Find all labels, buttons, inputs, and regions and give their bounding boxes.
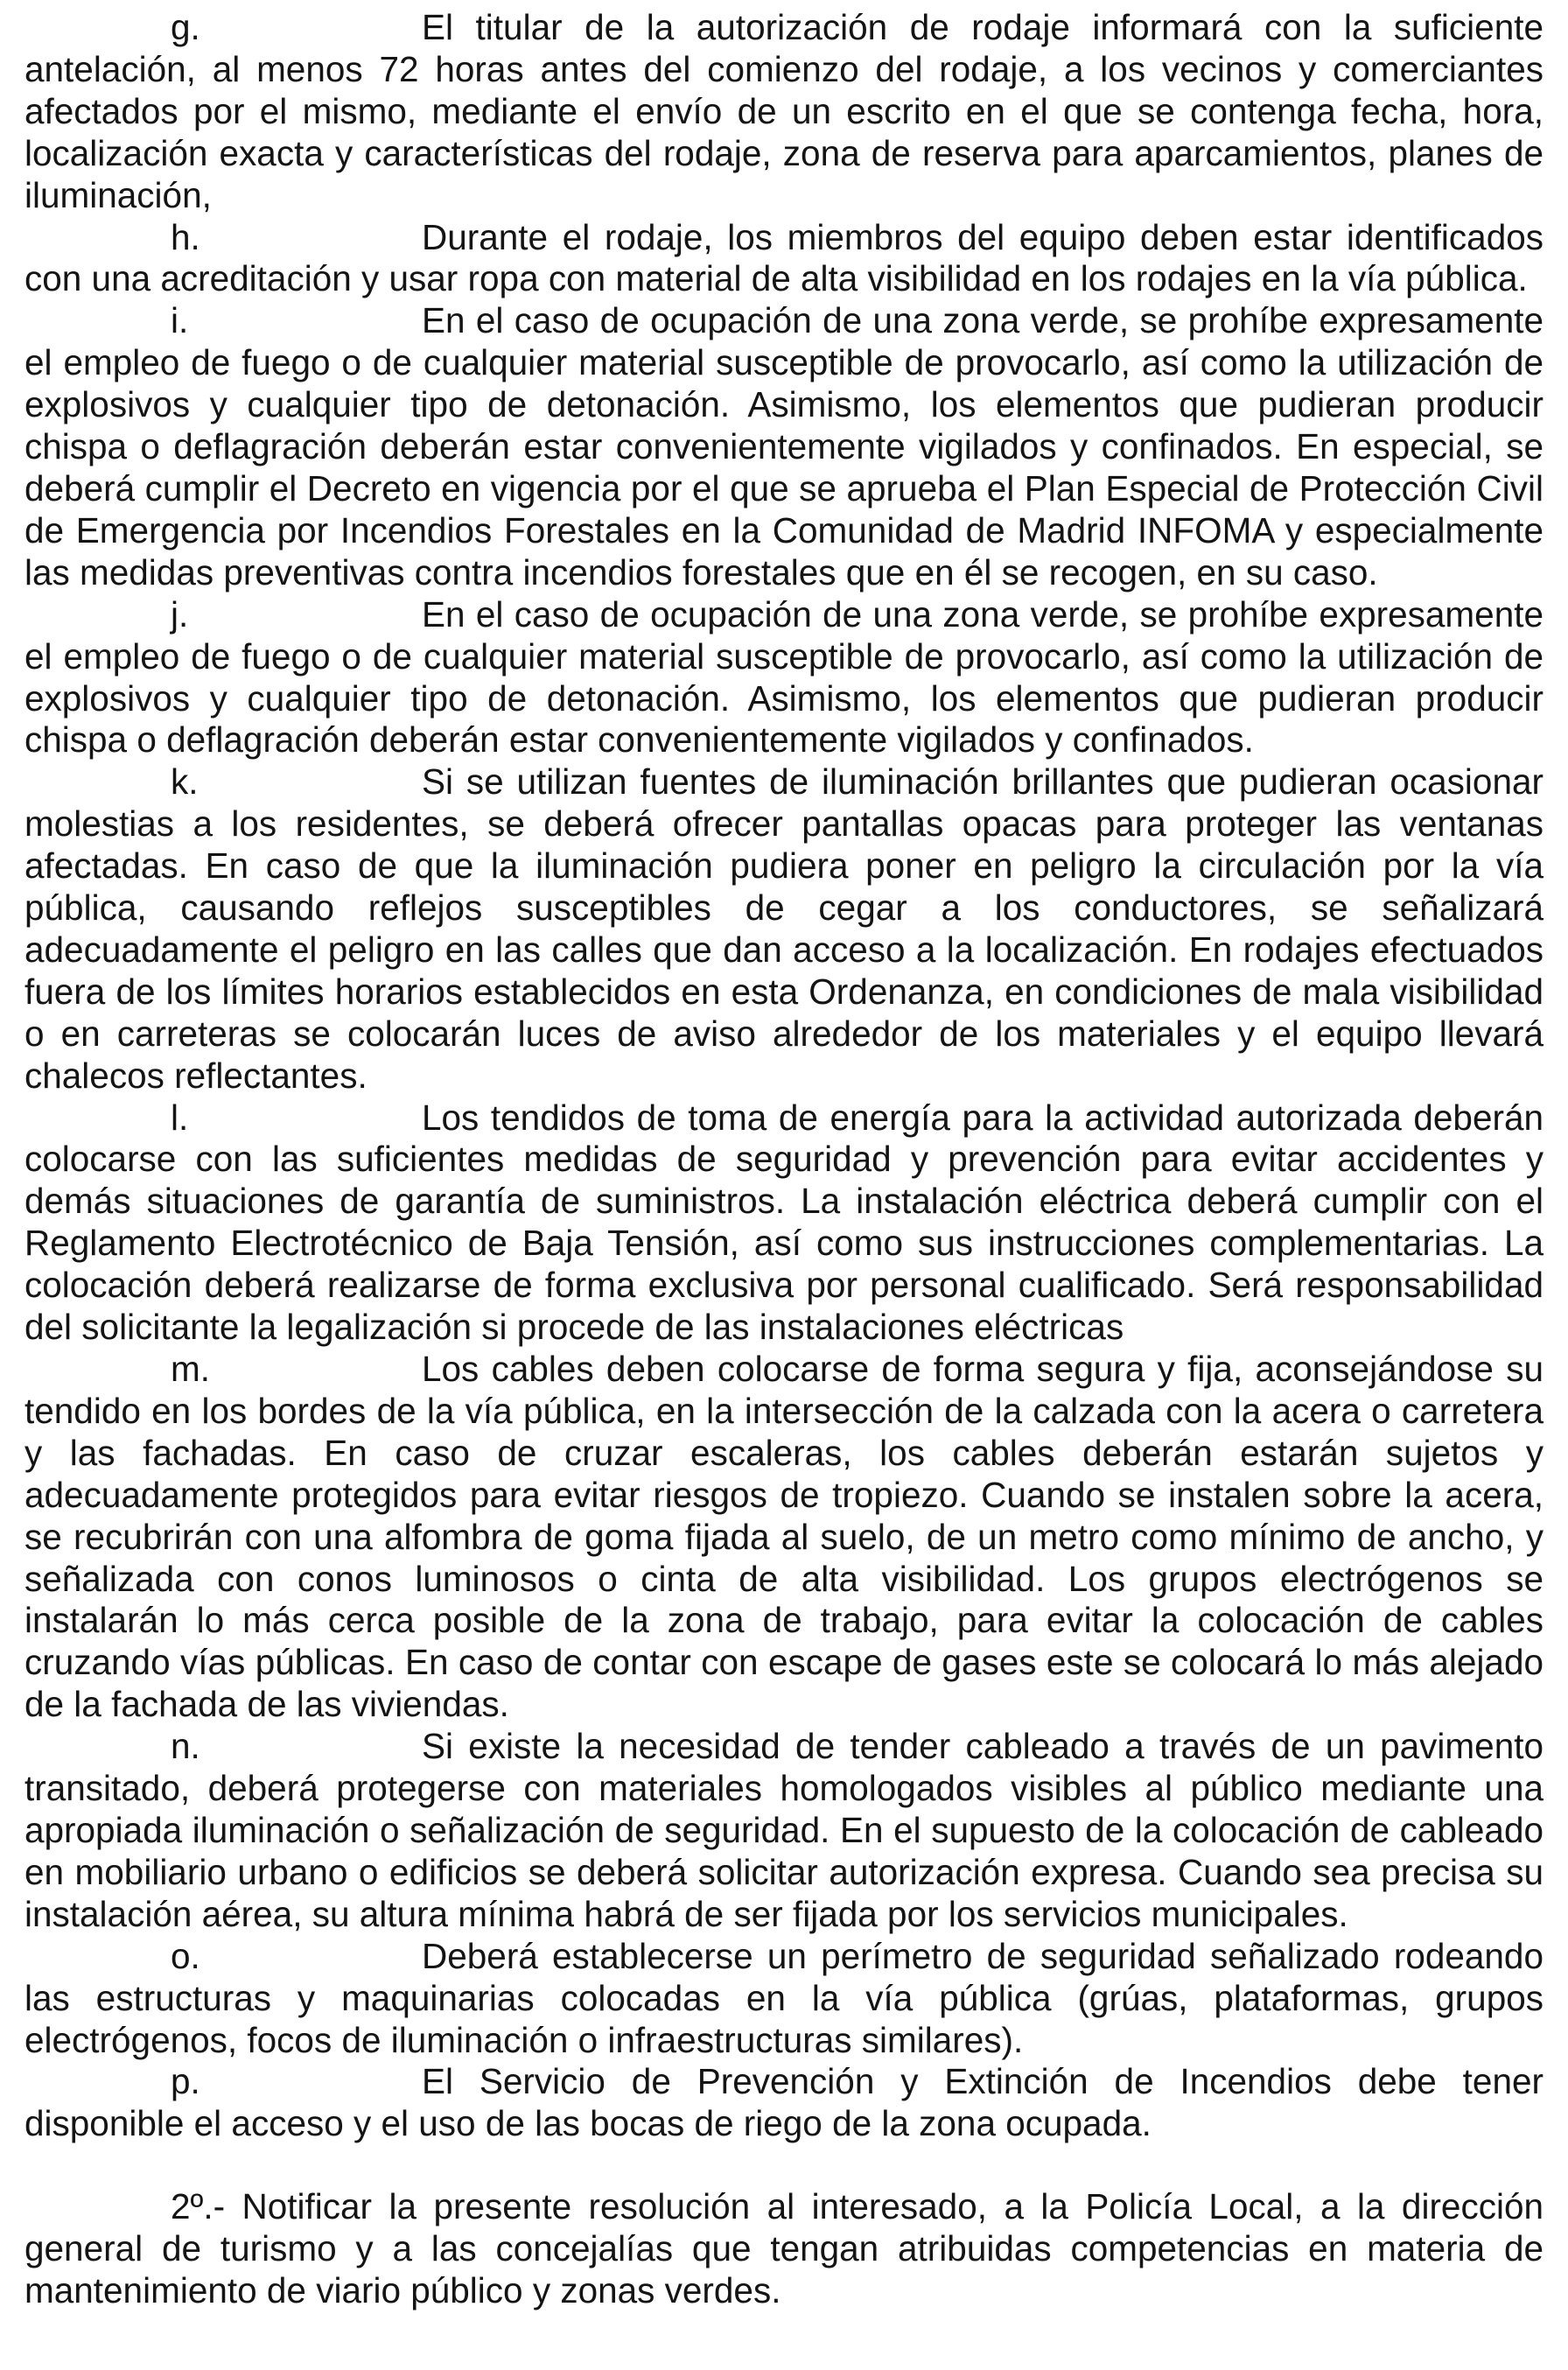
clause-text: En el caso de ocupación de una zona verde, se prohíbe expresamente el empleo de fuego o de cualquier material susceptible de provocarlo, así como la utilización de explosivos y cualquier tipo de detonación. Asimismo, los elementos que pudieran producir chispa o deflagración deberán estar convenientemente vigilados y confinados. En especial, se deberá cumplir el Decreto en vigencia por el que se aprueba el Plan Especial de Protección Civil de Emergencia por Incendios Forestales en la Comunidad de Madrid INFOMA y especialmente las medidas preventivas contra incendios forestales que en él se recogen, en su caso. [24, 300, 1544, 592]
clause-marker: g. [171, 7, 200, 47]
clause-marker: n. [171, 1726, 200, 1767]
clause-marker: j. [171, 593, 189, 635]
closing-resolution-paragraph: 2º.- Notificar la presente resolución al interesado, a la Policía Local, a la dirección general de turismo y a las concejalías que tengan atribuidas competencias en materia de mantenimiento de viario público y zonas verdes. [24, 2186, 1544, 2311]
clause-g [24, 7, 1544, 217]
clause-m [24, 1349, 1544, 1726]
clause-p [24, 2061, 1544, 2145]
clause-j [24, 594, 1544, 762]
clause-text: Durante el rodaje, los miembros del equipo deben estar identificados con una acreditación y usar ropa con material de alta visibilidad en los rodajes en la vía pública. [24, 216, 1544, 299]
clause-text: El Servicio de Prevención y Extinción de Incendios debe tener disponible el acceso y el uso de las bocas de riego de la zona ocupada. [24, 2061, 1544, 2144]
document-page [24, 7, 1544, 2312]
clause-l [24, 1097, 1544, 1349]
clause-marker: m. [171, 1349, 210, 1389]
clause-marker: i. [171, 300, 189, 341]
clause-text: Si se utilizan fuentes de iluminación brillantes que pudieran ocasionar molestias a los residentes, se deberá ofrecer pantallas opacas para proteger las ventanas afectadas. En caso de que la iluminación pudiera poner en peligro la circulación por la vía pública, causando reflejos susceptibles de cegar a los conductores, se señalizará adecuadamente el peligro en las calles que dan acceso a la localización. En rodajes efectuados fuera de los límites horarios establecidos en esta Ordenanza, en condiciones de mala visibilidad o en carreteras se colocarán luces de aviso alrededor de los materiales y el equipo llevará chalecos reflectantes. [24, 761, 1544, 1096]
clause-text: El titular de la autorización de rodaje informará con la suficiente antelación, al menos 72 horas antes del comienzo del rodaje, a los vecinos y comerciantes afectados por el mismo, mediante el envío de un escrito en el que se contenga fecha, hora, localización exacta y características del rodaje, zona de reserva para aparcamientos, planes de iluminación, [24, 7, 1544, 215]
clause-marker: h. [171, 216, 200, 257]
clause-k [24, 761, 1544, 1097]
clause-text: Si existe la necesidad de tender cableado a través de un pavimento transitado, deberá protegerse con materiales homologados visibles al público mediante una apropiada iluminación o señalización de seguridad. En el supuesto de la colocación de cableado en mobiliario urbano o edificios se deberá solicitar autorización expresa. Cuando sea precisa su instalación aérea, su altura mínima habrá de ser fijada por los servicios municipales. [24, 1726, 1544, 1934]
clause-text: Los tendidos de toma de energía para la actividad autorizada deberán colocarse con las suficientes medidas de seguridad y prevención para evitar accidentes y demás situaciones de garantía de suministros. La instalación eléctrica deberá cumplir con el Reglamento Electrotécnico de Baja Tensión, así como sus instrucciones complementarias. La colocación deberá realizarse de forma exclusiva por personal cualificado. Será responsabilidad del solicitante la legalización si procede de las instalaciones eléctricas [24, 1097, 1544, 1348]
clause-n [24, 1726, 1544, 1936]
clause-o [24, 1936, 1544, 2062]
clause-marker: l. [171, 1097, 189, 1138]
clause-text: Los cables deben colocarse de forma segura y fija, aconsejándose su tendido en los bordes de la vía pública, en la intersección de la calzada con la acera o carretera y las fachadas. En caso de cruzar escaleras, los cables deberán estarán sujetos y adecuadamente protegidos para evitar riesgos de tropiezo. Cuando se instalen sobre la acera, se recubrirán con una alfombra de goma fijada al suelo, de un metro como mínimo de ancho, y señalizada con conos luminosos o cinta de alta visibilidad. Los grupos electrógenos se instalarán lo más cerca posible de la zona de trabajo, para evitar la colocación de cables cruzando vías públicas. En caso de contar con escape de gases este se colocará lo más alejado de la fachada de las viviendas. [24, 1349, 1544, 1725]
clause-marker: p. [171, 2061, 200, 2102]
clause-i [24, 300, 1544, 593]
clause-marker: k. [171, 761, 199, 803]
clause-text: En el caso de ocupación de una zona verde, se prohíbe expresamente el empleo de fuego o de cualquier material susceptible de provocarlo, así como la utilización de explosivos y cualquier tipo de detonación. Asimismo, los elementos que pudieran producir chispa o deflagración deberán estar convenientemente vigilados y confinados. [24, 593, 1544, 761]
clause-marker: o. [171, 1935, 200, 1976]
clause-text: Deberá establecerse un perímetro de seguridad señalizado rodeando las estructuras y maquinarias colocadas en la vía pública (grúas, plataformas, grupos electrógenos, focos de iluminación o infraestructuras similares). [24, 1935, 1544, 2060]
clause-h [24, 217, 1544, 301]
